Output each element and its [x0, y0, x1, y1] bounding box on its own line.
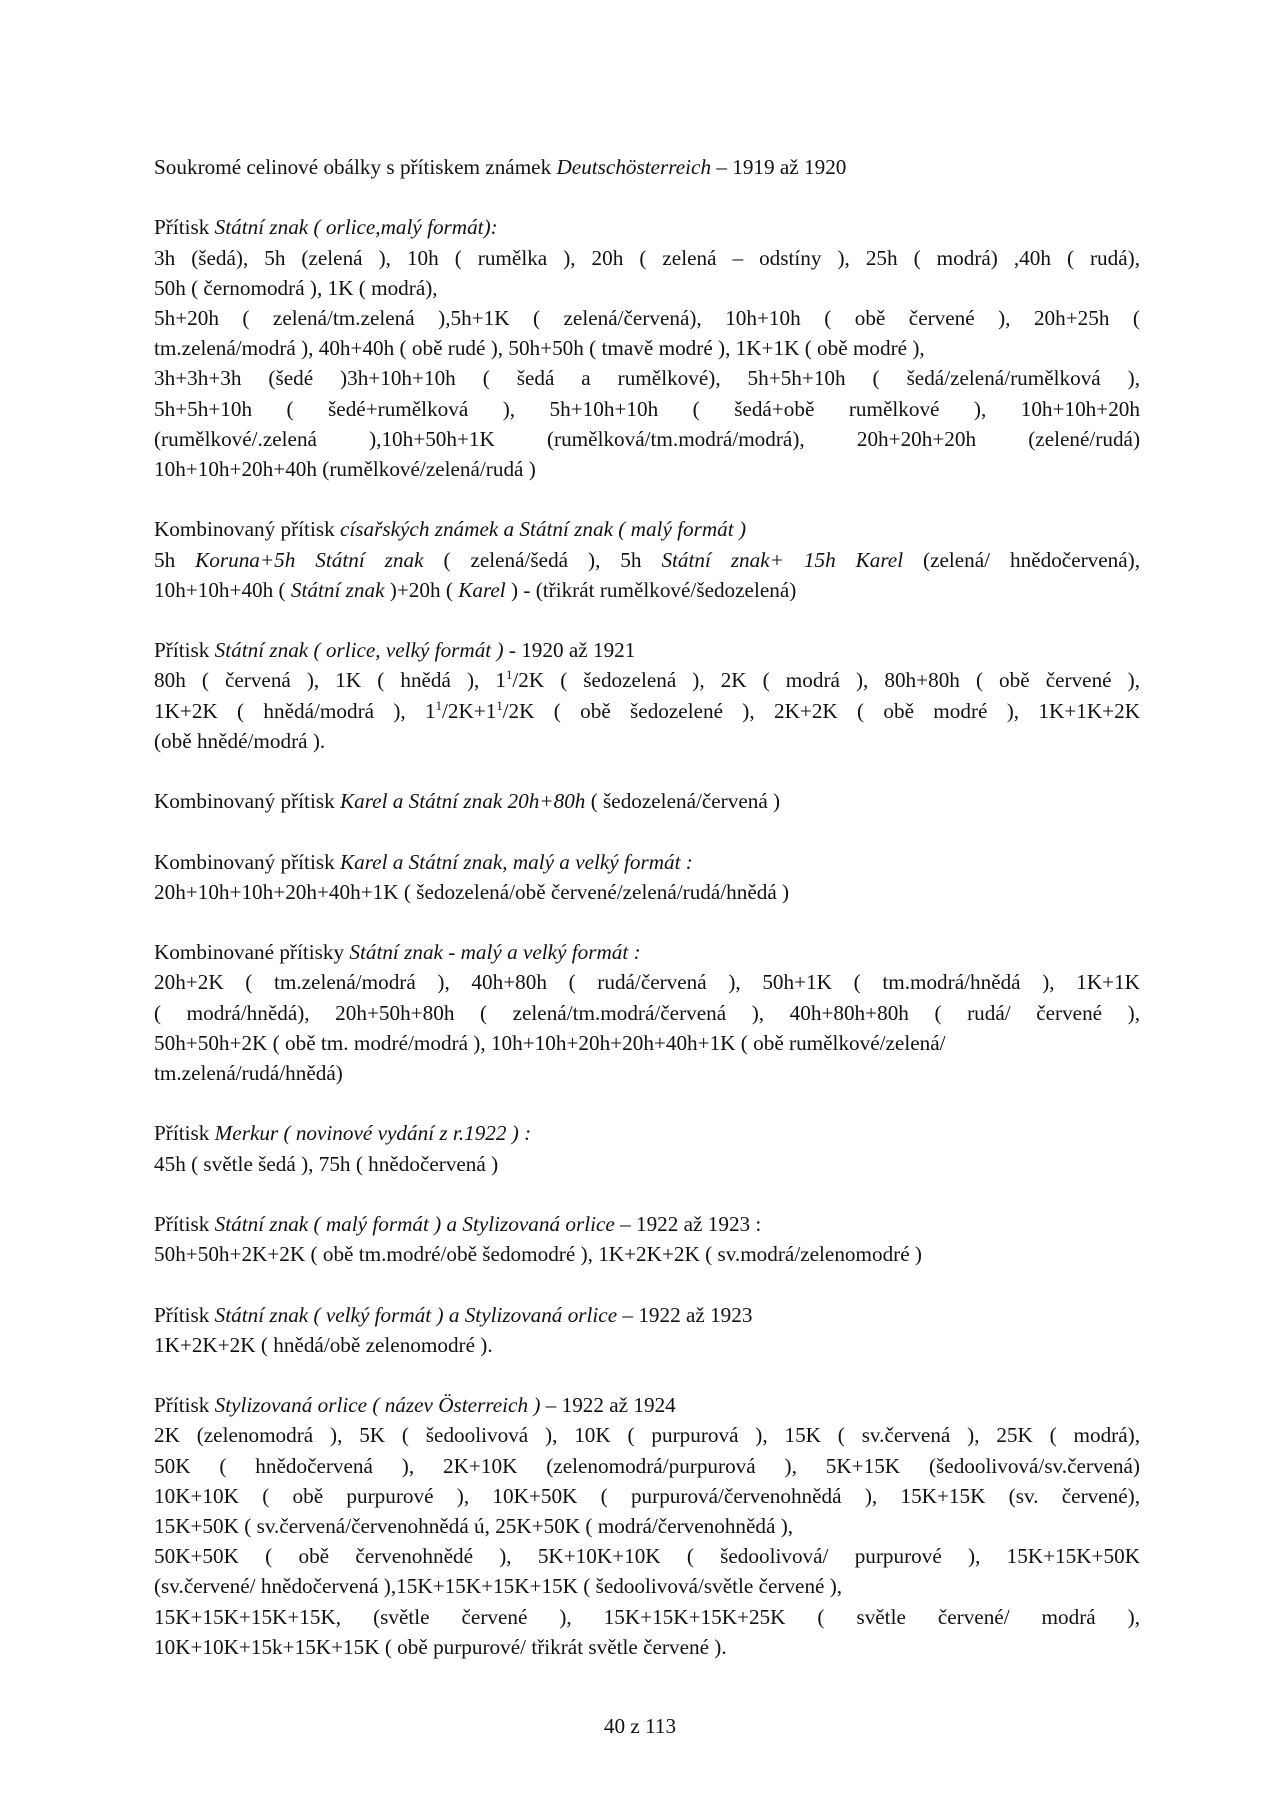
italic-text: Státní znak ( orlice,malý formát): — [214, 215, 498, 240]
text-run: Přítisk — [154, 1302, 215, 1327]
text-line — [154, 1028, 1140, 1058]
text-line — [154, 1058, 1140, 1088]
text-run: (sv.červené/ hnědočervená ),15K+15K+15K+15K ( šedoolivová/světle červené ), — [154, 1574, 843, 1599]
italic-text: Merkur ( novinové vydání z r.1922 ) : — [214, 1121, 532, 1146]
text-line — [154, 333, 1140, 363]
text-run: 50K+50K ( obě červenohnědé ), 5K+10K+10K ( šedoolivová/ purpurové ), 15K+15K+50K — [154, 1544, 1140, 1569]
italic-text: Státní znak+ 15h Karel — [661, 547, 904, 572]
text-run: Soukromé celinové obálky s přítiskem známek — [154, 155, 557, 179]
text-run: 1K+2K ( hnědá/modrá ), 1 — [154, 698, 436, 723]
text-run: ( zelená/šedá ), 5h — [423, 547, 662, 572]
text-run: 10K+10K ( obě purpurové ), 10K+50K ( purpurová/červenohnědá ), 15K+15K (sv. červené), — [154, 1483, 1140, 1508]
text-run: 50h+50h+2K+2K ( obě tm.modré/obě šedomodré ), 1K+2K+2K ( sv.modrá/zelenomodré ) — [154, 1242, 922, 1267]
text-line — [154, 243, 1140, 273]
italic-text: císařských známek a Státní znak ( malý formát ) — [339, 517, 747, 542]
italic-text: Koruna+5h Státní znak — [195, 547, 424, 572]
text-run: )+20h ( — [384, 577, 459, 602]
paragraph-gap — [154, 182, 1140, 212]
paragraph — [154, 1300, 1140, 1360]
text-line — [154, 726, 1140, 756]
text-run: tm.zelená/rudá/hnědá) — [154, 1061, 343, 1085]
paragraph — [154, 1390, 1140, 1662]
text-run: Kombinovaný přítisk — [154, 849, 340, 874]
text-line — [154, 1330, 1140, 1360]
text-run: ( modrá/hnědá), 20h+50h+80h ( zelená/tm.modrá/červená ), 40h+80h+80h ( rudá/ červené ), — [154, 1000, 1140, 1025]
text-line — [154, 1149, 1140, 1179]
paragraph — [154, 786, 1140, 816]
text-line — [154, 1420, 1140, 1450]
text-run: Kombinované přítisky — [154, 940, 350, 965]
text-line — [154, 152, 1140, 182]
italic-text: Státní znak ( velký formát ) a Stylizovaná orlice — [214, 1302, 618, 1327]
text-run: 10h+10h+40h ( — [154, 577, 291, 602]
paragraph-gap — [154, 1360, 1140, 1390]
superscript-text: 1 — [496, 698, 503, 713]
paragraph-gap — [154, 1179, 1140, 1209]
paragraph — [154, 514, 1140, 605]
text-run: ) - (třikrát rumělkové/šedozelená) — [505, 577, 797, 602]
paragraph-gap — [154, 816, 1140, 846]
superscript-text: 1 — [506, 668, 513, 683]
text-run: 15K+15K+15K+15K, (světle červené ), 15K+15K+15K+25K ( světle červené/ modrá ), — [154, 1604, 1140, 1629]
text-run: Kombinovaný přítisk — [154, 789, 340, 814]
text-run: – 1922 až 1923 — [617, 1302, 753, 1327]
text-run: /2K ( obě šedozelené ), 2K+2K ( obě modré ), 1K+1K+2K — [502, 698, 1141, 723]
text-line — [154, 1602, 1140, 1632]
text-line — [154, 635, 1140, 665]
text-run: 5h — [154, 547, 196, 572]
italic-text: Státní znak ( orlice, velký formát ) — [214, 638, 504, 663]
text-run: 3h+3h+3h (šedé )3h+10h+10h ( šedá a rumělkové), 5h+5h+10h ( šedá/zelená/rumělková ), — [154, 366, 1140, 391]
paragraph — [154, 1209, 1140, 1269]
text-line — [154, 937, 1140, 967]
paragraph — [154, 152, 1140, 182]
text-run: 2K (zelenomodrá ), 5K ( šedoolivová ), 10K ( purpurová ), 15K ( sv.červená ), 25K ( modrá), — [154, 1423, 1140, 1448]
text-run: 50h+50h+2K ( obě tm. modré/modrá ), 10h+10h+20h+20h+40h+1K ( obě rumělkové/zelená/ — [154, 1030, 946, 1055]
text-run: 5h+20h ( zelená/tm.zelená ),5h+1K ( zelená/červená), 10h+10h ( obě červené ), 20h+25h ( — [154, 306, 1140, 330]
text-run: 45h ( světle šedá ), 75h ( hnědočervená ) — [154, 1151, 499, 1176]
text-run: 10K+10K+15k+15K+15K ( obě purpurové/ třikrát světle červené ). — [154, 1634, 727, 1659]
text-run: 15K+50K ( sv.červená/červenohnědá ú, 25K+50K ( modrá/červenohnědá ), — [154, 1513, 794, 1538]
text-run: ( šedozelená/červená ) — [585, 789, 781, 814]
text-line — [154, 967, 1140, 997]
text-line — [154, 847, 1140, 877]
paragraph — [154, 1118, 1140, 1178]
text-run: /2K+1 — [441, 698, 497, 723]
paragraph-gap — [154, 907, 1140, 937]
text-run: Přítisk — [154, 1121, 215, 1146]
page-number: 40 z 113 — [603, 1714, 677, 1738]
text-line — [154, 454, 1140, 484]
text-run: 50h ( černomodrá ), 1K ( modrá), — [154, 275, 438, 300]
text-run: 5h+5h+10h ( šedé+rumělková ), 5h+10h+10h ( šedá+obě rumělkové ), 10h+10h+20h — [154, 396, 1140, 421]
italic-text: Státní znak - malý a velký formát : — [349, 940, 641, 965]
document-body — [154, 152, 1140, 1662]
text-run: Přítisk — [154, 638, 215, 663]
text-run: 80h ( červená ), 1K ( hnědá ), 1 — [154, 668, 506, 693]
text-line — [154, 786, 1140, 816]
text-run: – 1922 až 1923 : — [614, 1211, 762, 1236]
text-line — [154, 303, 1140, 333]
text-run: Přítisk — [154, 1211, 215, 1236]
paragraph — [154, 847, 1140, 907]
text-run: 10h+10h+20h+40h (rumělkové/zelená/rudá ) — [154, 457, 536, 482]
text-line — [154, 394, 1140, 424]
italic-text: Deutschösterreich — [556, 155, 712, 179]
paragraph — [154, 212, 1140, 484]
paragraph-gap — [154, 1269, 1140, 1299]
italic-text: Karel a Státní znak 20h+80h — [339, 789, 586, 814]
text-line — [154, 998, 1140, 1028]
text-run: tm.zelená/modrá ), 40h+40h ( obě rudé ), 50h+50h ( tmavě modré ), 1K+1K ( obě modré ), — [154, 336, 925, 361]
text-run: 20h+10h+10h+20h+40h+1K ( šedozelená/obě červené/zelená/rudá/hnědá ) — [154, 879, 790, 904]
paragraph-gap — [154, 484, 1140, 514]
superscript-text: 1 — [435, 698, 442, 713]
text-line — [154, 1300, 1140, 1330]
text-run: (obě hnědé/modrá ). — [154, 728, 326, 753]
text-line — [154, 696, 1140, 726]
italic-text: Karel — [458, 577, 506, 602]
text-run: - 1920 až 1921 — [503, 638, 636, 663]
text-line — [154, 575, 1140, 605]
text-line — [154, 1451, 1140, 1481]
text-line — [154, 1571, 1140, 1601]
text-run: – 1919 až 1920 — [711, 155, 847, 179]
text-line — [154, 665, 1140, 695]
text-line — [154, 1390, 1140, 1420]
text-line — [154, 514, 1140, 544]
text-run: Přítisk — [154, 215, 215, 240]
text-line — [154, 545, 1140, 575]
text-line — [154, 877, 1140, 907]
paragraph-gap — [154, 756, 1140, 786]
text-line — [154, 273, 1140, 303]
text-run: (rumělkové/.zelená ),10h+50h+1K (rumělková/tm.modrá/modrá), 20h+20h+20h (zelené/rudá) — [154, 426, 1140, 451]
italic-text: Karel a Státní znak, malý a velký formát : — [339, 849, 693, 874]
text-line — [154, 363, 1140, 393]
text-run: (zelená/ hnědočervená), — [903, 547, 1140, 572]
text-run: 50K ( hnědočervená ), 2K+10K (zelenomodrá/purpurová ), 5K+15K (šedoolivová/sv.červená) — [154, 1453, 1140, 1478]
text-run: Přítisk — [154, 1393, 215, 1418]
text-run: /2K ( šedozelená ), 2K ( modrá ), 80h+80h ( obě červené ), — [512, 668, 1140, 693]
text-run: 3h (šedá), 5h (zelená ), 10h ( rumělka ), 20h ( zelená – odstíny ), 25h ( modrá) ,40h ( rudá), — [154, 245, 1140, 270]
text-line — [154, 1118, 1140, 1148]
italic-text: Státní znak ( malý formát ) a Stylizovaná orlice — [214, 1211, 615, 1236]
text-run: – 1922 až 1924 — [540, 1393, 676, 1418]
italic-text: Stylizovaná orlice ( název Österreich ) — [214, 1393, 541, 1418]
text-run: Kombinovaný přítisk — [154, 517, 340, 542]
paragraph-gap — [154, 605, 1140, 635]
paragraph — [154, 937, 1140, 1088]
text-line — [154, 1239, 1140, 1269]
text-run: 1K+2K+2K ( hnědá/obě zelenomodré ). — [154, 1332, 493, 1357]
text-line — [154, 1511, 1140, 1541]
text-line — [154, 1481, 1140, 1511]
text-run: 20h+2K ( tm.zelená/modrá ), 40h+80h ( rudá/červená ), 50h+1K ( tm.modrá/hnědá ), 1K+1K — [154, 970, 1140, 995]
text-line — [154, 1632, 1140, 1662]
text-line — [154, 424, 1140, 454]
text-line — [154, 1209, 1140, 1239]
text-line — [154, 212, 1140, 242]
text-line — [154, 1541, 1140, 1571]
paragraph — [154, 635, 1140, 756]
italic-text: Státní znak — [290, 577, 385, 602]
paragraph-gap — [154, 1088, 1140, 1118]
